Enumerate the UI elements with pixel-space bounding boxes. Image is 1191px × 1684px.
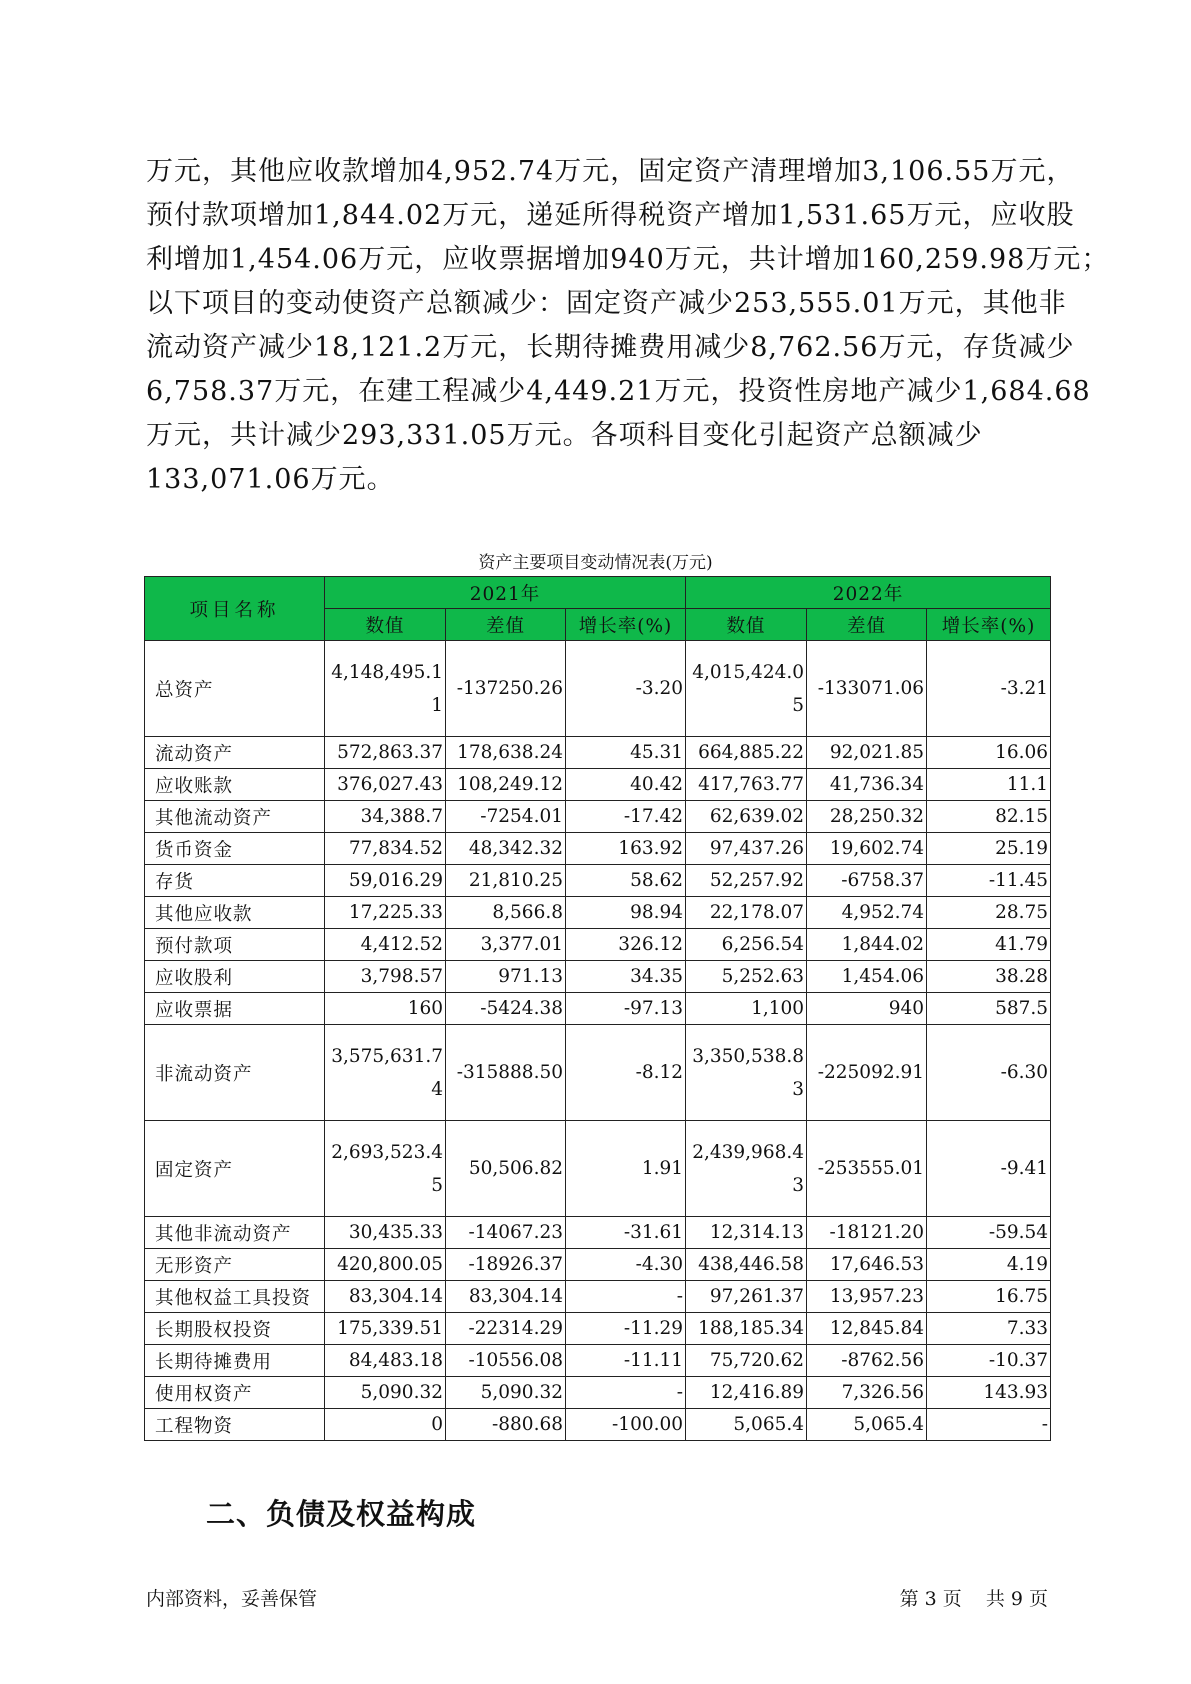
cell-diff-2021: -5424.38 xyxy=(446,993,566,1025)
row-label: 无形资产 xyxy=(145,1249,325,1281)
cell-growth-2022: -59.54 xyxy=(927,1217,1051,1249)
cell-diff-2021: -137250.26 xyxy=(446,641,566,737)
cell-growth-2022: -3.21 xyxy=(927,641,1051,737)
cell-diff-2021: 971.13 xyxy=(446,961,566,993)
cell-diff-2021: -10556.08 xyxy=(446,1345,566,1377)
total-prefix: 共 xyxy=(985,1588,1005,1610)
cell-growth-2021: 326.12 xyxy=(566,929,686,961)
cell-diff-2022: -253555.01 xyxy=(807,1121,927,1217)
cell-value-2021: 572,863.37 xyxy=(325,737,446,769)
paragraph-line: 流动资产减少18,121.2万元，长期待摊费用减少8,762.56万元，存货减少 xyxy=(146,332,1075,363)
cell-diff-2022: 7,326.56 xyxy=(807,1377,927,1409)
row-label: 货币资金 xyxy=(145,833,325,865)
footer-page-indicator xyxy=(897,1584,1051,1611)
cell-diff-2021: -14067.23 xyxy=(446,1217,566,1249)
cell-growth-2022: 16.75 xyxy=(927,1281,1051,1313)
cell-diff-2022: 17,646.53 xyxy=(807,1249,927,1281)
cell-diff-2022: -18121.20 xyxy=(807,1217,927,1249)
cell-diff-2021: 8,566.8 xyxy=(446,897,566,929)
cell-diff-2022: 13,957.23 xyxy=(807,1281,927,1313)
body-paragraph xyxy=(146,150,1110,502)
row-label: 其他流动资产 xyxy=(145,801,325,833)
cell-growth-2022: -9.41 xyxy=(927,1121,1051,1217)
column-header-growth-2022: 增长率(%) xyxy=(927,609,1051,641)
cell-growth-2022: -10.37 xyxy=(927,1345,1051,1377)
table-caption: 资产主要项目变动情况表(万元) xyxy=(478,553,713,573)
table-row xyxy=(145,1409,1051,1441)
cell-diff-2022: 12,845.84 xyxy=(807,1313,927,1345)
cell-growth-2021: -8.12 xyxy=(566,1025,686,1121)
cell-growth-2021: -17.42 xyxy=(566,801,686,833)
row-label: 其他应收款 xyxy=(145,897,325,929)
cell-value-2022: 2,439,968.43 xyxy=(686,1121,807,1217)
cell-value-2021: 175,339.51 xyxy=(325,1313,446,1345)
table-row xyxy=(145,897,1051,929)
table-row xyxy=(145,1281,1051,1313)
table-row xyxy=(145,801,1051,833)
cell-diff-2022: 4,952.74 xyxy=(807,897,927,929)
cell-value-2021: 3,798.57 xyxy=(325,961,446,993)
page-number: 3 xyxy=(924,1588,937,1610)
cell-growth-2021: 98.94 xyxy=(566,897,686,929)
paragraph-line: 6,758.37万元，在建工程减少4,449.21万元，投资性房地产减少1,684.68 xyxy=(146,376,1091,407)
row-label: 应收票据 xyxy=(145,993,325,1025)
cell-diff-2021: 3,377.01 xyxy=(446,929,566,961)
cell-growth-2022: 11.1 xyxy=(927,769,1051,801)
cell-value-2021: 5,090.32 xyxy=(325,1377,446,1409)
cell-value-2021: 77,834.52 xyxy=(325,833,446,865)
cell-growth-2021: -100.00 xyxy=(566,1409,686,1441)
cell-growth-2022: 16.06 xyxy=(927,737,1051,769)
cell-value-2022: 97,261.37 xyxy=(686,1281,807,1313)
cell-diff-2022: -6758.37 xyxy=(807,865,927,897)
cell-value-2021: 59,016.29 xyxy=(325,865,446,897)
table-row xyxy=(145,993,1051,1025)
cell-value-2021: 4,148,495.11 xyxy=(325,641,446,737)
total-unit: 页 xyxy=(1028,1588,1048,1610)
row-label: 固定资产 xyxy=(145,1121,325,1217)
cell-growth-2021: -11.11 xyxy=(566,1345,686,1377)
cell-growth-2021: - xyxy=(566,1281,686,1313)
table-row xyxy=(145,769,1051,801)
row-label: 非流动资产 xyxy=(145,1025,325,1121)
row-label: 工程物资 xyxy=(145,1409,325,1441)
cell-diff-2022: 41,736.34 xyxy=(807,769,927,801)
page-unit: 页 xyxy=(942,1588,962,1610)
cell-diff-2022: -133071.06 xyxy=(807,641,927,737)
cell-value-2021: 420,800.05 xyxy=(325,1249,446,1281)
cell-growth-2022: -11.45 xyxy=(927,865,1051,897)
cell-value-2022: 417,763.77 xyxy=(686,769,807,801)
cell-value-2021: 34,388.7 xyxy=(325,801,446,833)
cell-diff-2021: -880.68 xyxy=(446,1409,566,1441)
cell-value-2022: 12,416.89 xyxy=(686,1377,807,1409)
cell-diff-2021: -18926.37 xyxy=(446,1249,566,1281)
cell-growth-2021: -31.61 xyxy=(566,1217,686,1249)
row-label: 存货 xyxy=(145,865,325,897)
cell-value-2022: 12,314.13 xyxy=(686,1217,807,1249)
row-label: 流动资产 xyxy=(145,737,325,769)
cell-diff-2022: 92,021.85 xyxy=(807,737,927,769)
paragraph-line: 万元，其他应收款增加4,952.74万元，固定资产清理增加3,106.55万元， xyxy=(146,156,1075,187)
cell-value-2021: 376,027.43 xyxy=(325,769,446,801)
cell-value-2022: 3,350,538.83 xyxy=(686,1025,807,1121)
paragraph-line: 以下项目的变动使资产总额减少：固定资产减少253,555.01万元，其他非 xyxy=(146,288,1067,319)
cell-diff-2022: 1,454.06 xyxy=(807,961,927,993)
cell-value-2022: 75,720.62 xyxy=(686,1345,807,1377)
cell-diff-2021: 178,638.24 xyxy=(446,737,566,769)
cell-diff-2021: 50,506.82 xyxy=(446,1121,566,1217)
cell-diff-2021: 5,090.32 xyxy=(446,1377,566,1409)
column-header-growth-2021: 增长率(%) xyxy=(566,609,686,641)
cell-diff-2022: 19,602.74 xyxy=(807,833,927,865)
table-row xyxy=(145,1345,1051,1377)
column-header-diff-2022: 差值 xyxy=(807,609,927,641)
cell-growth-2021: 163.92 xyxy=(566,833,686,865)
cell-value-2021: 2,693,523.45 xyxy=(325,1121,446,1217)
cell-value-2021: 160 xyxy=(325,993,446,1025)
row-label: 应收股利 xyxy=(145,961,325,993)
table-row xyxy=(145,1377,1051,1409)
row-label: 应收账款 xyxy=(145,769,325,801)
cell-value-2022: 6,256.54 xyxy=(686,929,807,961)
column-header-value-2022: 数值 xyxy=(686,609,807,641)
cell-growth-2021: -3.20 xyxy=(566,641,686,737)
page-prefix: 第 xyxy=(899,1588,919,1610)
cell-value-2021: 84,483.18 xyxy=(325,1345,446,1377)
cell-growth-2022: 25.19 xyxy=(927,833,1051,865)
cell-value-2021: 83,304.14 xyxy=(325,1281,446,1313)
cell-value-2021: 30,435.33 xyxy=(325,1217,446,1249)
cell-diff-2021: 21,810.25 xyxy=(446,865,566,897)
cell-diff-2021: 83,304.14 xyxy=(446,1281,566,1313)
cell-growth-2022: 41.79 xyxy=(927,929,1051,961)
cell-diff-2021: -22314.29 xyxy=(446,1313,566,1345)
table-row xyxy=(145,833,1051,865)
cell-value-2022: 5,065.4 xyxy=(686,1409,807,1441)
cell-growth-2021: -4.30 xyxy=(566,1249,686,1281)
cell-growth-2021: 1.91 xyxy=(566,1121,686,1217)
cell-value-2022: 438,446.58 xyxy=(686,1249,807,1281)
row-label: 总资产 xyxy=(145,641,325,737)
cell-growth-2021: -97.13 xyxy=(566,993,686,1025)
table-row xyxy=(145,1313,1051,1345)
cell-value-2021: 17,225.33 xyxy=(325,897,446,929)
cell-diff-2022: -225092.91 xyxy=(807,1025,927,1121)
cell-growth-2022: 143.93 xyxy=(927,1377,1051,1409)
cell-diff-2021: -7254.01 xyxy=(446,801,566,833)
cell-value-2022: 97,437.26 xyxy=(686,833,807,865)
section-heading: 二、负债及权益构成 xyxy=(206,1497,477,1531)
row-label: 长期待摊费用 xyxy=(145,1345,325,1377)
cell-growth-2022: 587.5 xyxy=(927,993,1051,1025)
cell-value-2022: 62,639.02 xyxy=(686,801,807,833)
cell-value-2022: 52,257.92 xyxy=(686,865,807,897)
cell-value-2021: 4,412.52 xyxy=(325,929,446,961)
cell-value-2021: 0 xyxy=(325,1409,446,1441)
cell-growth-2022: - xyxy=(927,1409,1051,1441)
cell-diff-2021: 108,249.12 xyxy=(446,769,566,801)
table-row xyxy=(145,1025,1051,1121)
paragraph-line: 预付款项增加1,844.02万元，递延所得税资产增加1,531.65万元，应收股 xyxy=(146,200,1075,231)
cell-value-2021: 3,575,631.74 xyxy=(325,1025,446,1121)
cell-diff-2022: 940 xyxy=(807,993,927,1025)
table-row xyxy=(145,1249,1051,1281)
cell-diff-2022: -8762.56 xyxy=(807,1345,927,1377)
cell-value-2022: 1,100 xyxy=(686,993,807,1025)
cell-growth-2022: 38.28 xyxy=(927,961,1051,993)
table-row xyxy=(145,929,1051,961)
cell-value-2022: 664,885.22 xyxy=(686,737,807,769)
cell-diff-2022: 1,844.02 xyxy=(807,929,927,961)
footer-confidential-note: 内部资料，妥善保管 xyxy=(146,1588,318,1610)
row-label: 其他非流动资产 xyxy=(145,1217,325,1249)
cell-diff-2021: 48,342.32 xyxy=(446,833,566,865)
table-row xyxy=(145,737,1051,769)
cell-growth-2022: -6.30 xyxy=(927,1025,1051,1121)
cell-growth-2022: 82.15 xyxy=(927,801,1051,833)
column-header-year-2021: 2021年 xyxy=(325,577,686,609)
paragraph-line: 万元，共计减少293,331.05万元。各项科目变化引起资产总额减少 xyxy=(146,420,983,451)
cell-growth-2021: 58.62 xyxy=(566,865,686,897)
table-row xyxy=(145,1121,1051,1217)
cell-growth-2021: 34.35 xyxy=(566,961,686,993)
cell-growth-2022: 4.19 xyxy=(927,1249,1051,1281)
table-row xyxy=(145,1217,1051,1249)
cell-growth-2022: 7.33 xyxy=(927,1313,1051,1345)
cell-value-2022: 5,252.63 xyxy=(686,961,807,993)
paragraph-line: 133,071.06万元。 xyxy=(146,464,395,495)
table-row xyxy=(145,865,1051,897)
total-pages: 9 xyxy=(1010,1588,1023,1610)
cell-growth-2021: 45.31 xyxy=(566,737,686,769)
cell-growth-2021: -11.29 xyxy=(566,1313,686,1345)
row-label: 其他权益工具投资 xyxy=(145,1281,325,1313)
column-header-item-name: 项目名称 xyxy=(145,577,325,641)
cell-value-2022: 4,015,424.05 xyxy=(686,641,807,737)
cell-growth-2022: 28.75 xyxy=(927,897,1051,929)
cell-growth-2021: - xyxy=(566,1377,686,1409)
cell-diff-2022: 28,250.32 xyxy=(807,801,927,833)
cell-diff-2021: -315888.50 xyxy=(446,1025,566,1121)
table-row xyxy=(145,961,1051,993)
column-header-diff-2021: 差值 xyxy=(446,609,566,641)
column-header-year-2022: 2022年 xyxy=(686,577,1051,609)
paragraph-line: 利增加1,454.06万元，应收票据增加940万元，共计增加160,259.98万元； xyxy=(146,244,1110,275)
cell-growth-2021: 40.42 xyxy=(566,769,686,801)
table-row xyxy=(145,641,1051,737)
asset-change-table xyxy=(144,576,1051,1441)
row-label: 使用权资产 xyxy=(145,1377,325,1409)
cell-value-2022: 188,185.34 xyxy=(686,1313,807,1345)
row-label: 长期股权投资 xyxy=(145,1313,325,1345)
column-header-value-2021: 数值 xyxy=(325,609,446,641)
cell-diff-2022: 5,065.4 xyxy=(807,1409,927,1441)
cell-value-2022: 22,178.07 xyxy=(686,897,807,929)
row-label: 预付款项 xyxy=(145,929,325,961)
